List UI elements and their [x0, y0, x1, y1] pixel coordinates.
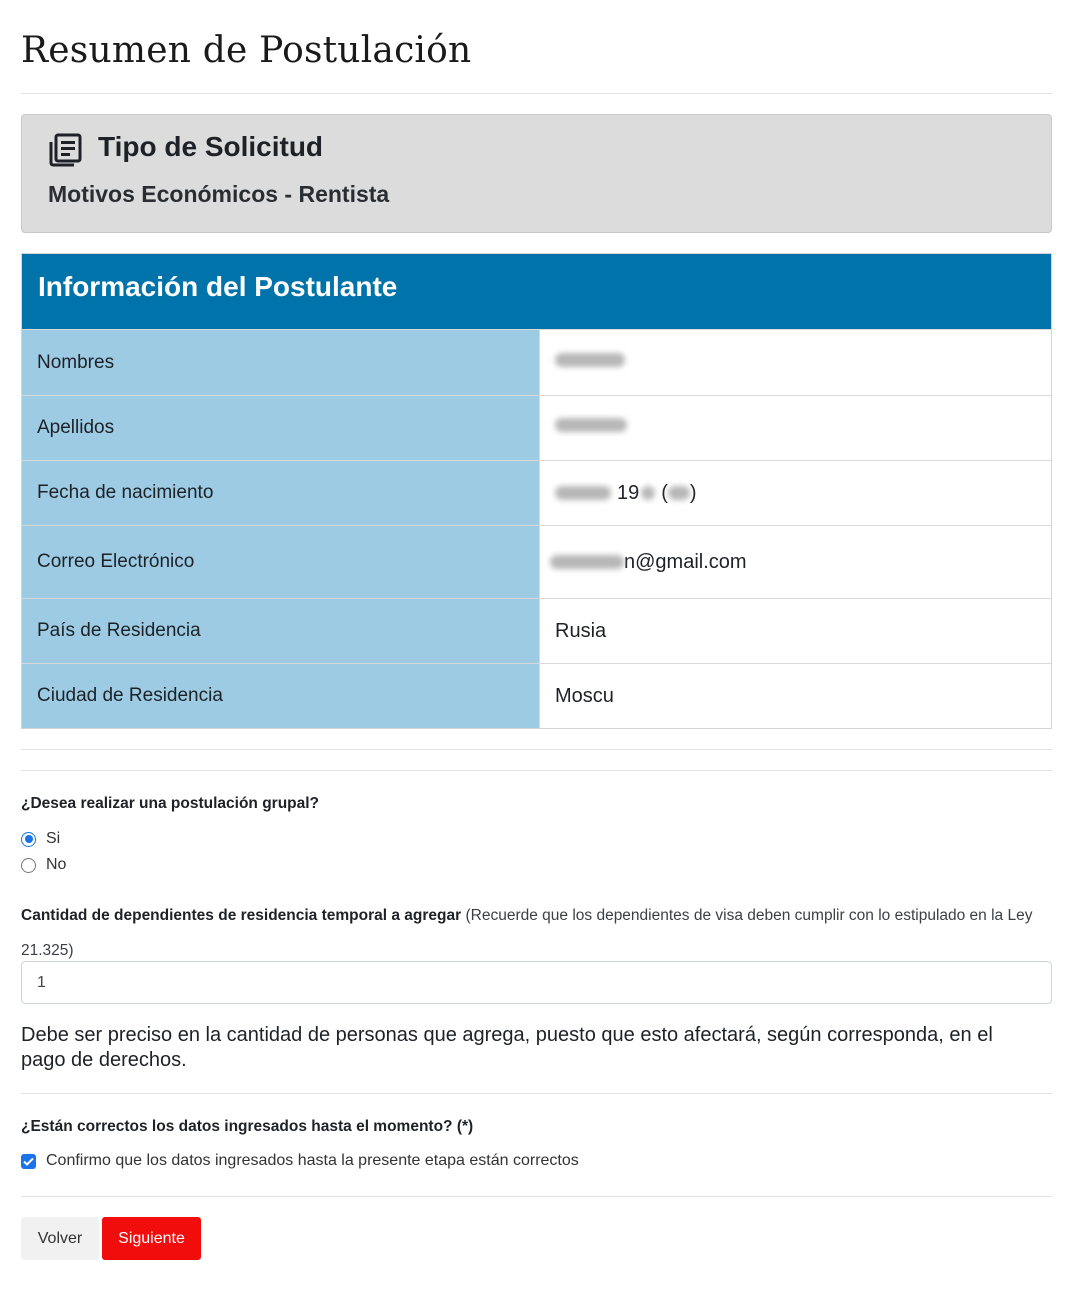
section-divider: [21, 1196, 1052, 1197]
info-row-pais: [22, 598, 1051, 663]
dependents-label: [21, 898, 1056, 968]
redacted-blur: [555, 353, 625, 367]
info-row-ciudad: [22, 663, 1051, 728]
info-value: Rusia: [540, 599, 1051, 663]
radio-label[interactable]: No: [46, 856, 67, 873]
redacted-blur: [668, 486, 690, 500]
birthdate-visible: 19: [617, 481, 640, 504]
confirmation-question: ¿Están correctos los datos ingresados hasta el momento? (*): [21, 1118, 474, 1135]
group-question-label: ¿Desea realizar una postulación grupal?: [21, 795, 320, 812]
next-button[interactable]: Siguiente: [102, 1217, 201, 1260]
redacted-blur: [555, 418, 627, 432]
info-row-nombres: [22, 329, 1051, 395]
radio-label[interactable]: Si: [46, 830, 61, 847]
info-label: Ciudad de Residencia: [22, 664, 540, 728]
info-row-fecha: [22, 460, 1051, 525]
request-type-title: Tipo de Solicitud: [98, 131, 324, 162]
redacted-blur: [555, 486, 611, 500]
back-button[interactable]: Volver: [21, 1217, 99, 1260]
radio-button[interactable]: [21, 858, 36, 873]
section-divider: [21, 770, 1052, 771]
checkbox-label[interactable]: Confirmo que los datos ingresados hasta la presente etapa están correctos: [46, 1152, 579, 1169]
request-type-card: [21, 114, 1052, 233]
info-label: Correo Electrónico: [22, 526, 540, 598]
checkbox-checked[interactable]: [21, 1154, 36, 1169]
email-visible: n@gmail.com: [624, 550, 747, 573]
dependents-label-text: Cantidad de dependientes de residencia temporal a agregar: [21, 907, 462, 924]
info-label: Fecha de nacimiento: [22, 461, 540, 525]
checkmark-icon: [23, 1157, 34, 1166]
info-value-email: [540, 526, 1051, 598]
title-divider: [21, 93, 1052, 94]
section-divider: [21, 749, 1052, 750]
page-title: Resumen de Postulación: [21, 30, 472, 71]
dependents-warning: Debe ser preciso en la cantidad de personas que agrega, puesto que esto afectará, según corresponda, en el pago de derechos.: [21, 1024, 993, 1071]
redacted-blur: [641, 486, 655, 500]
info-value: Moscu: [540, 664, 1051, 728]
info-row-apellidos: [22, 395, 1051, 460]
confirmation-checkbox-row[interactable]: [21, 1152, 579, 1170]
info-label: País de Residencia: [22, 599, 540, 663]
applicant-info-table: [21, 253, 1052, 729]
info-label: Apellidos: [22, 396, 540, 460]
info-label: Nombres: [22, 330, 540, 395]
info-value-birthdate: [540, 461, 1051, 525]
info-value-redacted: [540, 330, 1051, 395]
section-divider: [21, 1093, 1052, 1094]
info-row-correo: [22, 525, 1051, 598]
info-value-redacted: [540, 396, 1051, 460]
dependents-hint: (Recuerde que los dependientes de visa deben cumplir con lo estipulado en la Ley 21.325): [21, 907, 1033, 959]
birthdate-paren-close: ): [689, 481, 697, 504]
radio-option-no[interactable]: [21, 856, 66, 874]
radio-button-checked[interactable]: [21, 832, 36, 847]
radio-option-si[interactable]: [21, 830, 60, 848]
newspaper-icon: [48, 133, 82, 167]
dependents-quantity-input[interactable]: [21, 961, 1052, 1004]
request-type-value: Motivos Económicos - Rentista: [48, 181, 390, 207]
birthdate-paren-open: (: [661, 481, 668, 504]
redacted-blur: [550, 555, 624, 569]
applicant-info-header: Información del Postulante: [22, 254, 1051, 329]
